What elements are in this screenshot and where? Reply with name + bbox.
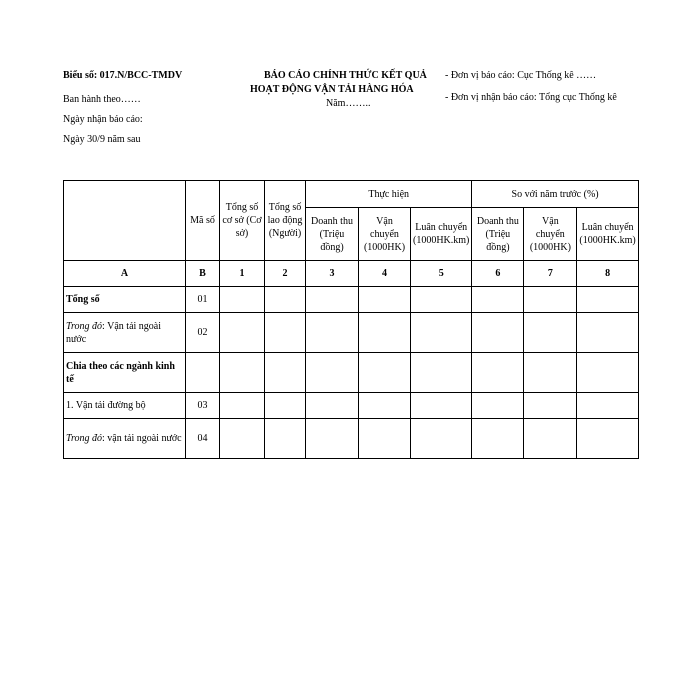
col-header-code: Mã số: [186, 181, 220, 261]
data-cell: [265, 393, 306, 419]
index-cell: 5: [411, 261, 472, 287]
data-cell: [577, 353, 638, 393]
row-label-prefix: Trong đó: [66, 433, 103, 444]
receive-date: Ngày 30/9 năm sau: [63, 134, 141, 145]
data-cell: [411, 419, 472, 459]
data-cell: [472, 353, 524, 393]
col-header-workers: Tổng số lao động (Người): [265, 181, 306, 261]
data-cell: [411, 393, 472, 419]
row-label-by-sector: Chia theo các ngành kinh tế: [64, 353, 186, 393]
table-row: [64, 287, 639, 313]
data-cell: [577, 419, 638, 459]
report-table: [63, 180, 639, 459]
col-header-facilities: Tổng số cơ sở (Cơ sở): [220, 181, 265, 261]
index-cell: 2: [265, 261, 306, 287]
data-cell: [411, 313, 472, 353]
report-year: Năm……..: [326, 98, 371, 109]
group-header-compare: So với năm trước (%): [472, 181, 638, 208]
row-label-total: Tổng số: [64, 287, 186, 313]
data-cell: [359, 313, 411, 353]
header-blank-cell: [64, 181, 186, 261]
data-cell: [265, 287, 306, 313]
data-cell: [472, 393, 524, 419]
receiving-unit: - Đơn vị nhận báo cáo: Tổng cục Thống kê: [445, 92, 617, 103]
data-cell: [220, 419, 265, 459]
data-cell: [265, 353, 306, 393]
index-cell: 6: [472, 261, 524, 287]
reporting-unit: - Đơn vị báo cáo: Cục Thống kê ……: [445, 70, 597, 81]
index-row: [64, 261, 639, 287]
data-cell: [359, 287, 411, 313]
form-code: Biểu số: 017.N/BCC-TMDV: [63, 70, 183, 81]
data-cell: [524, 419, 577, 459]
index-cell: 1: [220, 261, 265, 287]
row-code: 03: [186, 393, 220, 419]
index-cell: B: [186, 261, 220, 287]
data-cell: [306, 419, 359, 459]
data-cell: [472, 313, 524, 353]
row-label-suffix: : vận tải ngoài nước: [102, 433, 182, 444]
row-label-road-foreign: [64, 419, 186, 459]
data-cell: [306, 287, 359, 313]
data-cell: [524, 287, 577, 313]
receive-date-label: Ngày nhận báo cáo:: [63, 114, 143, 125]
row-code: 02: [186, 313, 220, 353]
table-row: [64, 313, 639, 353]
subheader-revenue-compare: Doanh thu (Triệu đồng): [472, 208, 524, 261]
issued-by: Ban hành theo……: [63, 94, 141, 105]
data-cell: [524, 353, 577, 393]
table-row: [64, 419, 639, 459]
data-cell: [411, 287, 472, 313]
table-row: [64, 353, 639, 393]
data-cell: [220, 393, 265, 419]
report-title-line2: HOẠT ĐỘNG VẬN TẢI HÀNG HÓA: [250, 84, 414, 95]
subheader-rotation-compare: Luân chuyển (1000HK.km): [577, 208, 638, 261]
row-label-foreign-transport: [64, 313, 186, 353]
data-cell: [220, 313, 265, 353]
row-code: 04: [186, 419, 220, 459]
data-cell: [265, 419, 306, 459]
data-cell: [359, 393, 411, 419]
index-cell: 7: [524, 261, 577, 287]
index-cell: A: [64, 261, 186, 287]
row-label-road-transport: 1. Vận tải đường bộ: [64, 393, 186, 419]
subheader-transport-actual: Vận chuyển (1000HK): [359, 208, 411, 261]
index-cell: 8: [577, 261, 638, 287]
data-cell: [411, 353, 472, 393]
row-code: 01: [186, 287, 220, 313]
data-cell: [472, 419, 524, 459]
data-cell: [359, 419, 411, 459]
data-cell: [577, 313, 638, 353]
data-cell: [265, 313, 306, 353]
row-label-prefix: Trong đó: [66, 320, 103, 332]
data-cell: [306, 313, 359, 353]
subheader-rotation-actual: Luân chuyển (1000HK.km): [411, 208, 472, 261]
data-cell: [524, 313, 577, 353]
index-cell: 4: [359, 261, 411, 287]
subheader-transport-compare: Vận chuyển (1000HK): [524, 208, 577, 261]
data-cell: [220, 353, 265, 393]
group-header-actual: Thực hiện: [306, 181, 472, 208]
data-cell: [524, 393, 577, 419]
subheader-revenue-actual: Doanh thu (Triệu đồng): [306, 208, 359, 261]
row-label-suffix: : Vận tải ngoài nước: [66, 320, 162, 345]
data-cell: [359, 353, 411, 393]
data-cell: [306, 353, 359, 393]
data-cell: [220, 287, 265, 313]
data-cell: [577, 287, 638, 313]
table-row: [64, 393, 639, 419]
index-cell: 3: [306, 261, 359, 287]
data-cell: [306, 393, 359, 419]
row-code: [186, 353, 220, 393]
report-title-line1: BÁO CÁO CHÍNH THỨC KẾT QUẢ: [264, 70, 427, 81]
data-cell: [577, 393, 638, 419]
data-cell: [472, 287, 524, 313]
